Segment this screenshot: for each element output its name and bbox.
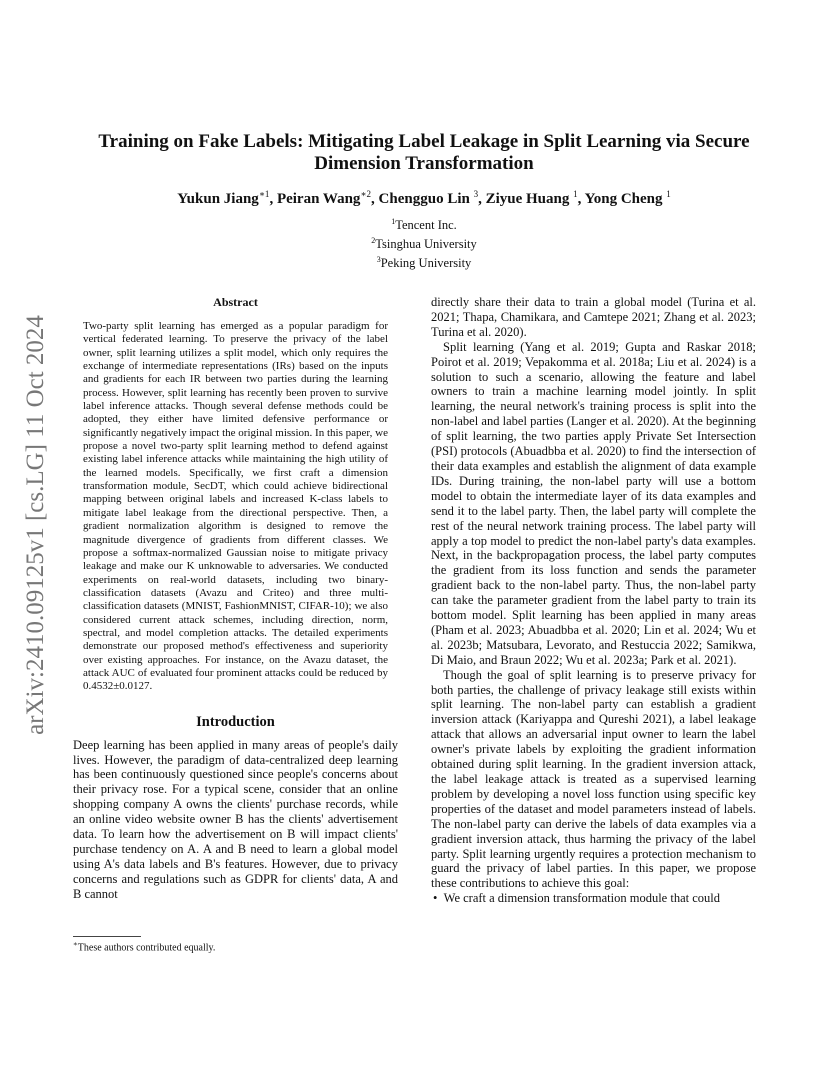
author: Yukun Jiang$^{∗1}$, bbox=[177, 189, 277, 207]
body-paragraph: directly share their data to train a global model (Turina et al. 2021; Thapa, Chamikara, and Camtepe 2021; Zhang et al. 2023; Turina et al. 2020). bbox=[431, 295, 756, 339]
abstract-text: Two-party split learning has emerged as a popular paradigm for vertical federated learning. To preserve the privacy of the label owner, split learning utilizes a split model, which only requires the exchange of intermediate representations (IRs) based on the inputs and gradients for each IR between two parties during the learning process. However, split learning has recently been proven to survive label inference attacks. Though several defense methods could be adopted, they either have limited defensive performance or significantly negatively impact the original mission. In this paper, we propose a novel two-party split learning method to defend against existing label inference attacks while maintaining the high utility of the learned models. Specifically, we first craft a dimension transformation module, SecDT, which could achieve bidirectional mapping between original labels and increased K-class labels to mitigate label leakage from the directional perspective. Then, a gradient normalization algorithm is designed to remove the magnitude divergence of gradients from different classes. We propose a softmax-normalized Gaussian noise to mitigate privacy leakage and make our K unknowable to adversaries. We conducted experiments on real-world datasets, including two binary-classification datasets (Avazu and Criteo) and three multi-classification datasets (MNIST, FashionMNIST, CIFAR-10); we also considered current attack schemes, including direction, norm, spectral, and model completion attacks. The detailed experiments demonstrate our proposed method's effectiveness and superiority over existing approaches. For instance, on the Avazu dataset, the attack AUC of evaluated four prominent attacks could be reduced by 0.4532±0.0127. bbox=[83, 320, 388, 693]
author: Peiran Wang$^{∗2}$, bbox=[276, 189, 379, 207]
left-column bbox=[73, 295, 398, 902]
body-paragraph: Though the goal of split learning is to preserve privacy for both parties, the challenge of privacy leakage still exists within split learning. The non-label party can establish a gradient inversion attack (Kariyappa and Qureshi 2021), a label leakage attack that allows an adversarial input owner to learn the label owner's private labels by exploiting the gradient information obtained during split learning. In the gradient inversion attack, the label leakage attack is treated as a supervised learning problem by developing a novel loss function using specific key properties of the dataset and model parameters instead of labels. The non-label party can derive the labels of data examples via a gradient inversion attack, thus harming the privacy of the label party. Split learning urgently requires a protection mechanism to guard the privacy of label parties. In this paper, we propose these contributions to achieve this goal: bbox=[431, 667, 756, 891]
paper-title: Training on Fake Labels: Mitigating Label Leakage in Split Learning via Secure Dimension Transformation bbox=[98, 131, 750, 174]
intro-paragraph: Deep learning has been applied in many areas of people's daily lives. However, the paradigm of data-centralized deep learning has been continuously questioned since people's concerns about their privacy rose. For a typical scene, consider that an online shopping company A owns the clients' purchase records, while an online video website owner B has the clients' advertisement data. To learn how the advertisement on B will impact clients' purchase tendency on A. A and B need to learn a global model using A's data labels and B's features. However, due to privacy concerns and regulations such as GDPR for clients' data, A and B cannot bbox=[73, 737, 398, 901]
arxiv-identifier: arXiv:2410.09125v1 [cs.LG] 11 Oct 2024 bbox=[22, 315, 49, 735]
author-list bbox=[60, 189, 788, 208]
author: Chengguo Lin $^3$, bbox=[378, 189, 486, 207]
introduction-heading: Introduction bbox=[196, 713, 275, 730]
author: Ziyue Huang $^1$, bbox=[485, 189, 585, 207]
affiliation: $^2$Tsinghua University bbox=[371, 236, 477, 252]
contribution-bullet: • We craft a dimension transformation module that could bbox=[433, 891, 720, 906]
affiliations bbox=[60, 214, 788, 271]
right-column bbox=[431, 295, 756, 906]
footnote-divider bbox=[73, 936, 141, 937]
body-paragraph: Split learning (Yang et al. 2019; Gupta and Raskar 2018; Poirot et al. 2019; Vepakomma et al. 2018a; Liu et al. 2024) is a solution to such a scenario, allowing the feature and label owners to train a machine learning model jointly. In split learning, the neural network's training process is split into the non-label and label parties (Langer et al. 2020). At the beginning of split learning, the two parties apply Private Set Intersection (PSI) protocols (Abuadbba et al. 2020) to find the intersection of their data examples and establish the alignment of data example IDs. During training, the non-label party will use a bottom model to obtain the intermediate layer of its data examples and send it to the label party. Then, the label party will complete the rest of the neural network training process. The label party will apply a top model to predict the non-label party's data examples. Next, in the backpropagation process, the label party computes the gradient from its loss function and sends the parameter gradient back to the non-label party. Thus, the non-label party can take the parameter gradient from the label party to train its bottom model. Split learning has been applied in many areas (Pham et al. 2023; Abuadbba et al. 2020; Lin et al. 2024; Wu et al. 2023b; Matsubara, Levorato, and Restuccia 2022; Samikwa, Di Maio, and Braun 2022; Wu et al. 2023a; Park et al. 2021). bbox=[431, 339, 756, 667]
affiliation: $^1$Tencent Inc. bbox=[391, 217, 457, 233]
abstract-heading: Abstract bbox=[213, 295, 258, 309]
affiliation: $^3$Peking University bbox=[376, 255, 472, 271]
author: Yong Cheng $^1$ bbox=[584, 189, 671, 207]
footnote: ∗These authors contributed equally. bbox=[73, 940, 216, 954]
